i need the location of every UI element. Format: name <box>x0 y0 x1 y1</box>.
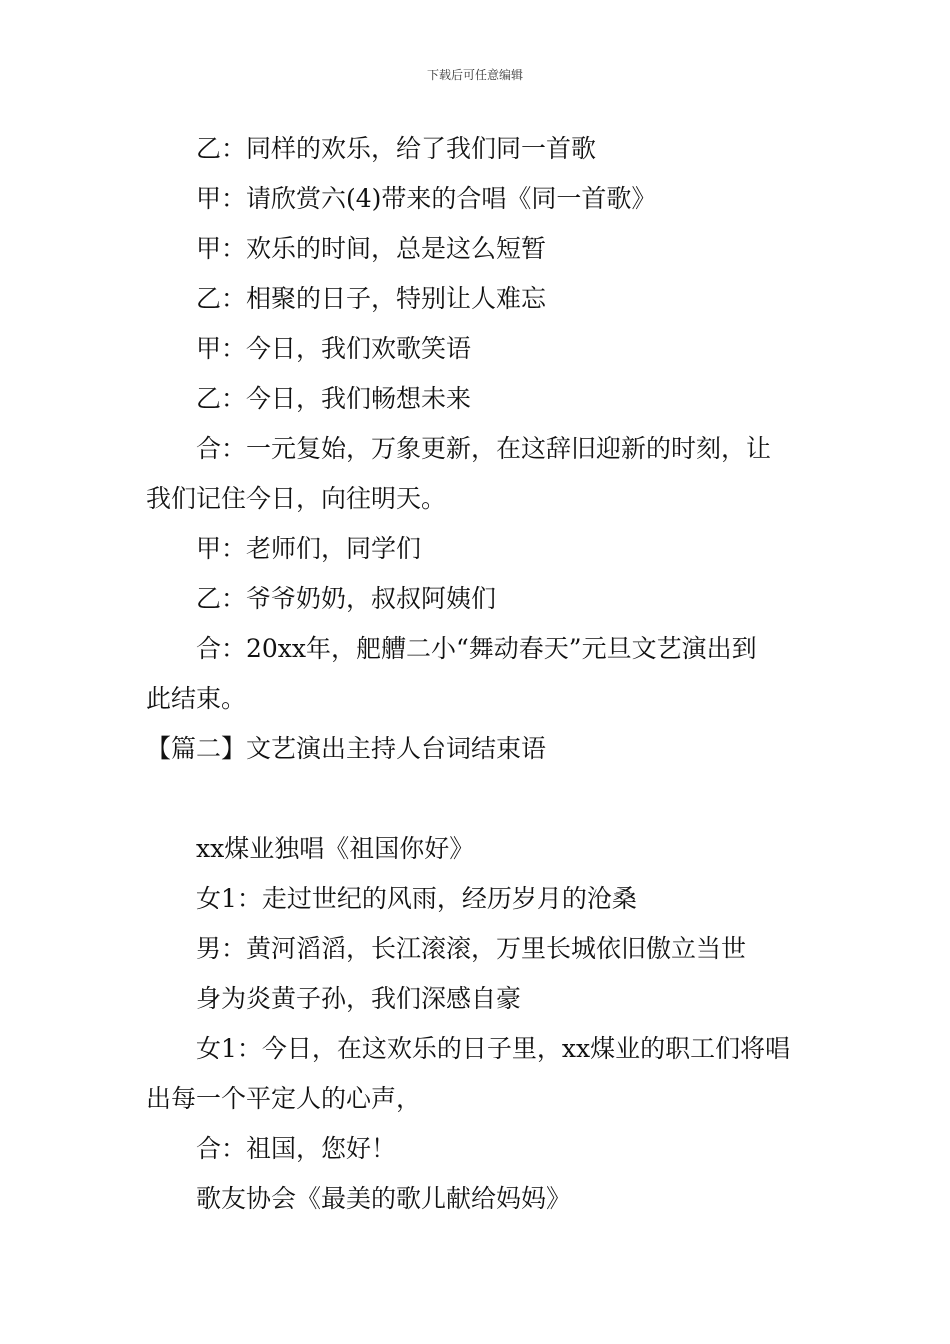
document-body <box>146 124 811 1224</box>
script-line: 甲：请欣赏六(4)带来的合唱《同一首歌》 <box>196 184 657 213</box>
script-line-continuation: 出每一个平定人的心声， <box>146 1084 422 1113</box>
script-line: 歌友协会《最美的歌儿献给妈妈》 <box>196 1184 572 1213</box>
script-line: 合：一元复始，万象更新，在这辞旧迎新的时刻，让 <box>196 434 772 463</box>
script-line-continuation: 此结束。 <box>146 684 247 713</box>
script-line: 甲：欢乐的时间，总是这么短暂 <box>196 234 547 263</box>
script-line: 甲：老师们，同学们 <box>196 534 422 563</box>
script-line: 乙：相聚的日子，特别让人难忘 <box>196 284 547 313</box>
script-line: 男：黄河滔滔，长江滚滚，万里长城依旧傲立当世 <box>196 934 747 963</box>
script-line: 乙：爷爷奶奶，叔叔阿姨们 <box>196 584 497 613</box>
script-line: 合：祖国，您好！ <box>196 1134 397 1163</box>
script-line-continuation: 我们记住今日，向往明天。 <box>146 484 447 513</box>
script-line: xx煤业独唱《祖国你好》 <box>196 834 475 863</box>
section-heading: 【篇二】文艺演出主持人台词结束语 <box>146 734 547 763</box>
blank-line <box>146 774 811 824</box>
script-line: 乙：今日，我们畅想未来 <box>196 384 472 413</box>
script-line: 女1：走过世纪的风雨，经历岁月的沧桑 <box>196 884 637 913</box>
script-line: 甲：今日，我们欢歌笑语 <box>196 334 472 363</box>
script-line: 女1：今日，在这欢乐的日子里，xx煤业的职工们将唱 <box>196 1034 791 1063</box>
page-header-note: 下载后可任意编辑 <box>426 68 523 82</box>
script-line: 乙：同样的欢乐，给了我们同一首歌 <box>196 134 597 163</box>
script-line: 身为炎黄子孙，我们深感自豪 <box>196 984 522 1013</box>
script-line: 合：20xx年，舥艚二小“舞动春天”元旦文艺演出到 <box>196 634 757 663</box>
